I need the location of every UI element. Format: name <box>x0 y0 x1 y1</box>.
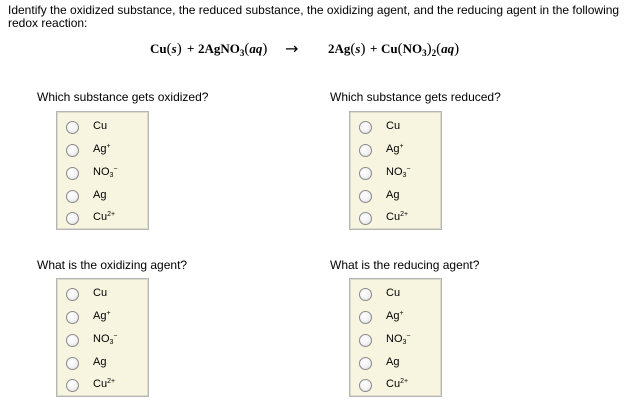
option-label: $Cu^{2+}$ <box>386 211 409 223</box>
option-cu-2plus[interactable] <box>57 208 148 230</box>
radio-button[interactable] <box>359 288 372 301</box>
option-label: $NO_3^-$ <box>93 166 118 179</box>
options-oxidizing-agent <box>56 278 149 397</box>
radio-button[interactable] <box>359 212 372 225</box>
option-cu[interactable] <box>57 117 148 139</box>
option-ag-plus[interactable] <box>57 307 148 329</box>
option-ag-plus[interactable] <box>57 140 148 162</box>
product-copper-nitrate: $Cu(NO_3)_2(aq)$ <box>381 41 460 58</box>
option-label: $NO_3^-$ <box>386 333 411 346</box>
option-ag[interactable] <box>350 186 441 208</box>
option-cu-2plus[interactable] <box>350 208 441 230</box>
option-label: Ag+ <box>93 310 111 322</box>
option-ag[interactable] <box>57 186 148 208</box>
options-oxidized <box>56 111 149 230</box>
radio-button[interactable] <box>359 357 372 370</box>
radio-button[interactable] <box>359 121 372 134</box>
option-label: Cu <box>386 120 401 132</box>
option-label: Ag <box>93 356 107 368</box>
radio-button[interactable] <box>66 334 79 347</box>
option-label: Ag <box>386 189 400 201</box>
option-label: Ag+ <box>386 310 404 322</box>
option-label: Cu <box>93 120 108 132</box>
option-label: Ag <box>93 189 107 201</box>
option-ag[interactable] <box>350 353 441 375</box>
redox-equation <box>0 41 637 61</box>
options-reducing-agent <box>349 278 442 397</box>
option-label: $Cu^{2+}$ <box>93 211 116 223</box>
radio-button[interactable] <box>66 357 79 370</box>
option-no3-minus[interactable] <box>350 163 441 185</box>
option-cu-2plus[interactable] <box>350 375 441 397</box>
option-label: Cu <box>93 287 108 299</box>
option-label: Cu <box>386 287 401 299</box>
reactant-silver-nitrate: 2AgNO$_3$(aq) <box>198 41 268 58</box>
option-cu[interactable] <box>57 284 148 306</box>
radio-button[interactable] <box>66 288 79 301</box>
radio-button[interactable] <box>359 311 372 324</box>
question-oxidized: Which substance gets oxidized? <box>37 90 209 104</box>
option-cu-2plus[interactable] <box>57 375 148 397</box>
radio-button[interactable] <box>66 144 79 157</box>
question-oxidizing-agent: What is the oxidizing agent? <box>37 258 188 272</box>
plus-sign: + <box>187 41 195 56</box>
instructions-text: Identify the oxidized substance, the reduced substance, the oxidizing agent, and the reducing agent in the following redox reaction: <box>8 3 620 30</box>
question-reduced: Which substance gets reduced? <box>330 90 501 104</box>
reaction-arrow-icon: → <box>285 39 299 58</box>
radio-button[interactable] <box>359 334 372 347</box>
option-ag[interactable] <box>57 353 148 375</box>
radio-button[interactable] <box>66 167 79 180</box>
option-ag-plus[interactable] <box>350 140 441 162</box>
option-label: $Cu^{2+}$ <box>93 378 116 390</box>
plus-sign-2: + <box>370 41 378 56</box>
radio-button[interactable] <box>66 311 79 324</box>
option-no3-minus[interactable] <box>57 330 148 352</box>
options-reduced <box>349 111 442 230</box>
radio-button[interactable] <box>359 144 372 157</box>
option-no3-minus[interactable] <box>350 330 441 352</box>
option-label: $Cu^{2+}$ <box>386 378 409 390</box>
option-cu[interactable] <box>350 117 441 139</box>
radio-button[interactable] <box>66 121 79 134</box>
option-cu[interactable] <box>350 284 441 306</box>
option-label: $NO_3^-$ <box>386 166 411 179</box>
radio-button[interactable] <box>359 379 372 392</box>
option-ag-plus[interactable] <box>350 307 441 329</box>
option-label: Ag <box>386 356 400 368</box>
radio-button[interactable] <box>359 167 372 180</box>
radio-button[interactable] <box>66 190 79 203</box>
radio-button[interactable] <box>66 212 79 225</box>
reactant-copper: Cu(s) <box>150 41 182 57</box>
option-label: $NO_3^-$ <box>93 333 118 346</box>
option-label: Ag+ <box>93 143 111 155</box>
option-no3-minus[interactable] <box>57 163 148 185</box>
radio-button[interactable] <box>359 190 372 203</box>
product-silver: 2Ag(s) <box>328 41 366 57</box>
radio-button[interactable] <box>66 379 79 392</box>
option-label: Ag+ <box>386 143 404 155</box>
question-reducing-agent: What is the reducing agent? <box>330 258 480 272</box>
